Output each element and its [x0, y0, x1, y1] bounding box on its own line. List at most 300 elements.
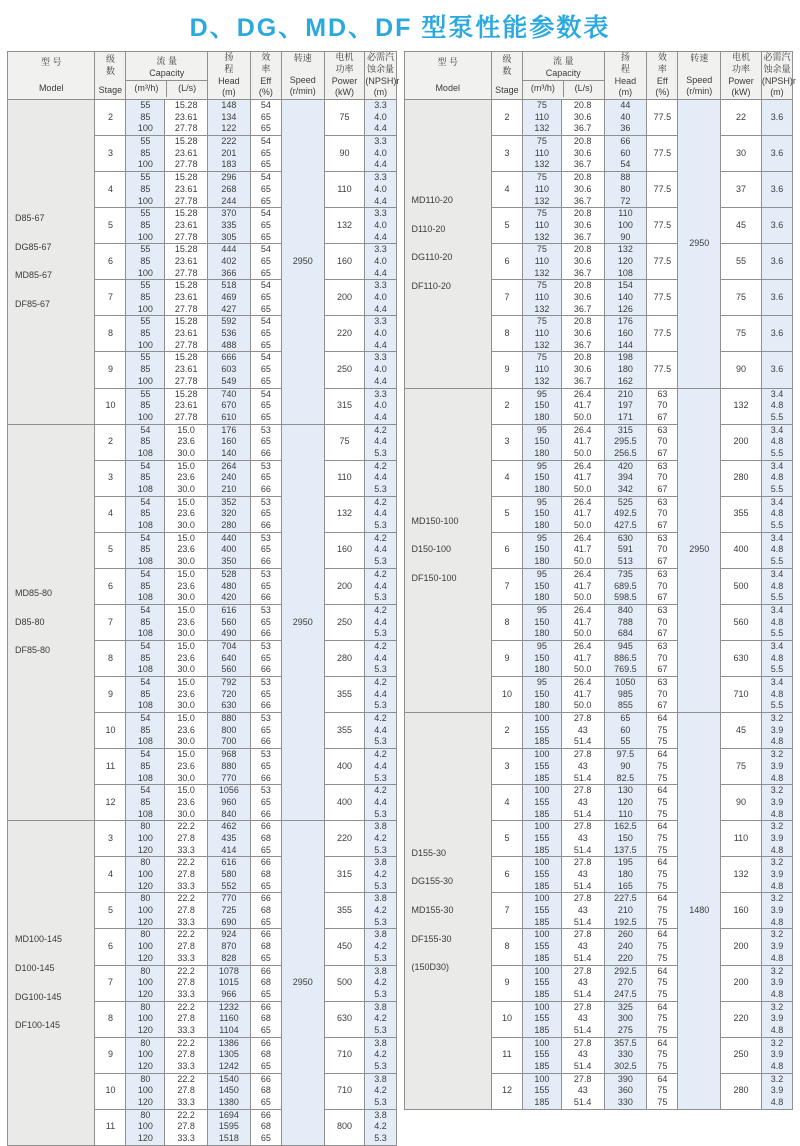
stage-cell: 8 — [95, 640, 126, 676]
stage-cell: 2 — [491, 388, 522, 424]
model-cell — [8, 100, 95, 425]
model-label: D155-30 — [411, 847, 447, 858]
npsh-cell: 3.4 4.8 5.5 — [761, 388, 792, 424]
npsh-cell: 3.8 4.2 5.3 — [365, 1109, 396, 1145]
stage-cell: 6 — [491, 532, 522, 568]
head-cell: 66 60 54 — [604, 136, 647, 172]
capacity-m3h-cell: 95 150 180 — [522, 496, 561, 532]
head-cell: 292.5 270 247.5 — [604, 965, 647, 1001]
capacity-m3h-cell: 54 85 108 — [126, 749, 165, 785]
header-capacity-units: (m³/h) (L/s) — [126, 81, 207, 97]
npsh-cell: 3.2 3.9 4.8 — [761, 821, 792, 857]
npsh-cell: 4.2 4.4 5.3 — [365, 424, 396, 460]
head-cell: 110 100 90 — [604, 208, 647, 244]
power-cell: 160 — [721, 893, 762, 929]
npsh-cell: 3.2 3.9 4.8 — [761, 785, 792, 821]
stage-cell: 10 — [491, 1001, 522, 1037]
model-label: DG85-67 — [15, 241, 52, 252]
power-cell: 355 — [324, 893, 365, 929]
table-row — [404, 713, 793, 749]
capacity-ls-cell: 26.4 41.7 50.0 — [561, 460, 604, 496]
power-cell: 75 — [324, 100, 365, 136]
head-cell: 1050 985 855 — [604, 677, 647, 713]
stage-cell: 6 — [491, 857, 522, 893]
npsh-cell: 3.6 — [761, 172, 792, 208]
npsh-cell: 4.2 4.4 5.3 — [365, 749, 396, 785]
npsh-cell: 4.2 4.4 5.3 — [365, 532, 396, 568]
capacity-m3h-cell: 100 155 185 — [522, 1037, 561, 1073]
eff-cell: 66 68 65 — [250, 1001, 281, 1037]
capacity-m3h-cell: 80 100 120 — [126, 893, 165, 929]
eff-cell: 66 68 65 — [250, 1037, 281, 1073]
power-cell: 560 — [721, 604, 762, 640]
stage-cell: 10 — [95, 1073, 126, 1109]
head-cell: 518 469 427 — [208, 280, 251, 316]
npsh-cell: 3.2 3.9 4.8 — [761, 749, 792, 785]
capacity-m3h-cell: 75 110 132 — [522, 316, 561, 352]
head-cell: 97.5 90 82.5 — [604, 749, 647, 785]
eff-cell: 54 65 65 — [250, 388, 281, 424]
eff-cell: 77.5 — [647, 172, 678, 208]
eff-cell: 63 70 67 — [647, 424, 678, 460]
table-row — [8, 100, 397, 136]
capacity-m3h-cell: 54 85 108 — [126, 532, 165, 568]
eff-cell: 64 75 75 — [647, 749, 678, 785]
power-cell: 450 — [324, 929, 365, 965]
npsh-cell: 3.4 4.8 5.5 — [761, 640, 792, 676]
head-cell: 770 725 690 — [208, 893, 251, 929]
power-cell: 630 — [721, 640, 762, 676]
eff-cell: 63 70 67 — [647, 604, 678, 640]
capacity-m3h-cell: 55 85 100 — [126, 316, 165, 352]
capacity-ls-cell: 26.4 41.7 50.0 — [561, 604, 604, 640]
eff-cell: 53 65 66 — [250, 677, 281, 713]
capacity-m3h-cell: 55 85 100 — [126, 100, 165, 136]
head-cell: 924 870 828 — [208, 929, 251, 965]
capacity-m3h-cell: 55 85 100 — [126, 388, 165, 424]
power-cell: 500 — [721, 568, 762, 604]
model-list — [8, 821, 94, 1145]
stage-cell: 4 — [95, 172, 126, 208]
head-cell: 357.5 330 302.5 — [604, 1037, 647, 1073]
power-cell: 800 — [324, 1109, 365, 1145]
eff-cell: 54 65 65 — [250, 244, 281, 280]
npsh-cell: 3.6 — [761, 352, 792, 388]
head-cell: 370 335 305 — [208, 208, 251, 244]
power-cell: 160 — [324, 244, 365, 280]
capacity-m3h-cell: 54 85 108 — [126, 785, 165, 821]
stage-cell: 11 — [95, 1109, 126, 1145]
capacity-m3h-cell: 100 155 185 — [522, 1073, 561, 1109]
stage-cell: 7 — [491, 893, 522, 929]
capacity-ls-cell: 15.28 23.61 27.78 — [165, 280, 208, 316]
npsh-cell: 4.2 4.4 5.3 — [365, 640, 396, 676]
eff-cell: 77.5 — [647, 136, 678, 172]
capacity-m3h-cell: 54 85 108 — [126, 568, 165, 604]
capacity-m3h-cell: 80 100 120 — [126, 1001, 165, 1037]
power-cell: 355 — [324, 713, 365, 749]
eff-cell: 54 65 65 — [250, 316, 281, 352]
head-cell: 945 886.5 769.5 — [604, 640, 647, 676]
power-cell: 160 — [324, 532, 365, 568]
capacity-m3h-cell: 54 85 108 — [126, 604, 165, 640]
head-cell: 420 394 342 — [604, 460, 647, 496]
model-label: DG100-145 — [15, 991, 62, 1002]
eff-cell: 64 75 75 — [647, 785, 678, 821]
npsh-cell: 4.2 4.4 5.3 — [365, 496, 396, 532]
model-label: MD85-80 — [15, 587, 53, 598]
npsh-cell: 4.2 4.4 5.3 — [365, 604, 396, 640]
capacity-ls-cell: 22.2 27.8 33.3 — [165, 893, 208, 929]
capacity-m3h-cell: 95 150 180 — [522, 460, 561, 496]
head-cell: 65 60 55 — [604, 713, 647, 749]
capacity-m3h-cell: 100 155 185 — [522, 893, 561, 929]
model-label: D85-67 — [15, 212, 45, 223]
model-label: MD85-67 — [15, 270, 53, 281]
header-power: 电机 功率 Power (kW) — [721, 52, 762, 100]
head-cell: 44 40 36 — [604, 100, 647, 136]
npsh-cell: 3.4 4.8 5.5 — [761, 460, 792, 496]
head-cell: 176 160 140 — [208, 424, 251, 460]
npsh-cell: 3.3 4.0 4.4 — [365, 316, 396, 352]
capacity-ls-cell: 15.0 23.6 30.0 — [165, 460, 208, 496]
stage-cell: 2 — [491, 713, 522, 749]
capacity-ls-cell: 20.8 30.6 36.7 — [561, 352, 604, 388]
capacity-ls-cell: 15.0 23.6 30.0 — [165, 604, 208, 640]
capacity-m3h-cell: 55 85 100 — [126, 172, 165, 208]
stage-cell: 6 — [95, 244, 126, 280]
eff-cell: 66 68 65 — [250, 929, 281, 965]
power-cell: 710 — [721, 677, 762, 713]
header-speed: 转速 Speed (r/min) — [281, 52, 324, 100]
head-cell: 444 402 366 — [208, 244, 251, 280]
capacity-m3h-cell: 95 150 180 — [522, 424, 561, 460]
capacity-ls-cell: 27.8 43 51.4 — [561, 1001, 604, 1037]
npsh-cell: 3.3 4.0 4.4 — [365, 244, 396, 280]
capacity-ls-cell: 22.2 27.8 33.3 — [165, 821, 208, 857]
capacity-ls-cell: 27.8 43 51.4 — [561, 965, 604, 1001]
power-cell: 132 — [324, 496, 365, 532]
head-cell: 88 80 72 — [604, 172, 647, 208]
model-label: DF85-80 — [15, 645, 51, 656]
capacity-m3h-cell: 100 155 185 — [522, 713, 561, 749]
power-cell: 400 — [324, 785, 365, 821]
capacity-ls-cell: 26.4 41.7 50.0 — [561, 677, 604, 713]
capacity-m3h-cell: 95 150 180 — [522, 604, 561, 640]
head-cell: 525 492.5 427.5 — [604, 496, 647, 532]
power-cell: 200 — [721, 965, 762, 1001]
eff-cell: 64 75 75 — [647, 1073, 678, 1109]
model-list — [405, 713, 491, 1109]
stage-cell: 3 — [95, 821, 126, 857]
model-list — [405, 389, 491, 713]
head-cell: 1056 960 840 — [208, 785, 251, 821]
eff-cell: 66 68 65 — [250, 857, 281, 893]
npsh-cell: 3.4 4.8 5.5 — [761, 496, 792, 532]
power-cell: 22 — [721, 100, 762, 136]
npsh-cell: 3.8 4.2 5.3 — [365, 929, 396, 965]
eff-cell: 63 70 67 — [647, 640, 678, 676]
capacity-m3h-cell: 75 110 132 — [522, 352, 561, 388]
stage-cell: 9 — [95, 352, 126, 388]
head-cell: 132 120 108 — [604, 244, 647, 280]
head-cell: 198 180 162 — [604, 352, 647, 388]
capacity-m3h-cell: 55 85 100 — [126, 208, 165, 244]
npsh-cell: 3.6 — [761, 100, 792, 136]
header-eff: 效 率 Eff (%) — [250, 52, 281, 100]
npsh-cell: 3.6 — [761, 280, 792, 316]
capacity-ls-cell: 15.0 23.6 30.0 — [165, 496, 208, 532]
eff-cell: 63 70 67 — [647, 460, 678, 496]
capacity-m3h-cell: 95 150 180 — [522, 640, 561, 676]
capacity-m3h-cell: 80 100 120 — [126, 1109, 165, 1145]
stage-cell: 8 — [491, 929, 522, 965]
head-cell: 968 880 770 — [208, 749, 251, 785]
stage-cell: 5 — [95, 532, 126, 568]
model-cell — [404, 713, 491, 1110]
capacity-ls-cell: 22.2 27.8 33.3 — [165, 1001, 208, 1037]
speed-cell: 1480 — [678, 713, 721, 1110]
power-cell: 110 — [721, 821, 762, 857]
capacity-ls-cell: 26.4 41.7 50.0 — [561, 568, 604, 604]
table-row — [404, 388, 793, 424]
power-cell: 355 — [721, 496, 762, 532]
power-cell: 75 — [324, 424, 365, 460]
power-cell: 355 — [324, 677, 365, 713]
eff-cell: 63 70 67 — [647, 568, 678, 604]
npsh-cell: 3.2 3.9 4.8 — [761, 713, 792, 749]
head-cell: 666 603 549 — [208, 352, 251, 388]
eff-cell: 64 75 75 — [647, 965, 678, 1001]
head-cell: 704 640 560 — [208, 640, 251, 676]
stage-cell: 2 — [95, 100, 126, 136]
head-cell: 264 240 210 — [208, 460, 251, 496]
stage-cell: 3 — [491, 424, 522, 460]
eff-cell: 77.5 — [647, 208, 678, 244]
eff-cell: 66 68 65 — [250, 821, 281, 857]
eff-cell: 77.5 — [647, 280, 678, 316]
capacity-ls-cell: 22.2 27.8 33.3 — [165, 1109, 208, 1145]
eff-cell: 54 65 65 — [250, 208, 281, 244]
header-model: 型 号 Model — [8, 52, 95, 100]
eff-cell: 77.5 — [647, 244, 678, 280]
npsh-cell: 3.2 3.9 4.8 — [761, 1037, 792, 1073]
capacity-m3h-cell: 75 110 132 — [522, 100, 561, 136]
power-cell: 710 — [324, 1037, 365, 1073]
stage-cell: 2 — [95, 424, 126, 460]
npsh-cell: 4.2 4.4 5.3 — [365, 568, 396, 604]
head-cell: 440 400 350 — [208, 532, 251, 568]
head-cell: 154 140 126 — [604, 280, 647, 316]
stage-cell: 5 — [491, 496, 522, 532]
capacity-m3h-cell: 100 155 185 — [522, 1001, 561, 1037]
header-capacity-units: (m³/h) (L/s) — [523, 81, 604, 97]
model-list — [8, 100, 94, 424]
model-cell — [8, 424, 95, 821]
pump-table-right — [404, 51, 794, 1110]
head-cell: 325 300 275 — [604, 1001, 647, 1037]
npsh-cell: 3.3 4.0 4.4 — [365, 280, 396, 316]
capacity-m3h-cell: 54 85 108 — [126, 677, 165, 713]
eff-cell: 54 65 65 — [250, 172, 281, 208]
capacity-ls-cell: 20.8 30.6 36.7 — [561, 136, 604, 172]
power-cell: 90 — [721, 785, 762, 821]
model-label: MD110-20 — [411, 194, 453, 205]
header-head: 扬 程 Head (m) — [208, 52, 251, 100]
model-label: DF155-30 — [411, 933, 452, 944]
head-cell: 616 560 490 — [208, 604, 251, 640]
stage-cell: 5 — [95, 208, 126, 244]
npsh-cell: 3.3 4.0 4.4 — [365, 388, 396, 424]
power-cell: 250 — [721, 1037, 762, 1073]
capacity-m3h-cell: 75 110 132 — [522, 244, 561, 280]
stage-cell: 7 — [95, 965, 126, 1001]
header-eff: 效 率 Eff (%) — [647, 52, 678, 100]
eff-cell: 64 75 75 — [647, 1001, 678, 1037]
head-cell: 735 689.5 598.5 — [604, 568, 647, 604]
stage-cell: 4 — [95, 857, 126, 893]
npsh-cell: 3.6 — [761, 136, 792, 172]
npsh-cell: 3.6 — [761, 244, 792, 280]
power-cell: 90 — [721, 352, 762, 388]
eff-cell: 63 70 67 — [647, 677, 678, 713]
model-label: D110-20 — [411, 223, 446, 234]
capacity-ls-cell: 20.8 30.6 36.7 — [561, 172, 604, 208]
stage-cell: 4 — [491, 172, 522, 208]
power-cell: 37 — [721, 172, 762, 208]
npsh-cell: 3.2 3.9 4.8 — [761, 857, 792, 893]
head-cell: 222 201 183 — [208, 136, 251, 172]
stage-cell: 11 — [95, 749, 126, 785]
capacity-ls-cell: 27.8 43 51.4 — [561, 749, 604, 785]
head-cell: 1232 1160 1104 — [208, 1001, 251, 1037]
eff-cell: 64 75 75 — [647, 893, 678, 929]
stage-cell: 3 — [491, 749, 522, 785]
capacity-ls-cell: 26.4 41.7 50.0 — [561, 388, 604, 424]
eff-cell: 66 68 65 — [250, 1073, 281, 1109]
capacity-ls-cell: 20.8 30.6 36.7 — [561, 208, 604, 244]
model-label: DF110-20 — [411, 280, 451, 291]
power-cell: 75 — [721, 316, 762, 352]
capacity-m3h-cell: 55 85 100 — [126, 280, 165, 316]
header-capacity — [126, 52, 208, 100]
power-cell: 200 — [721, 929, 762, 965]
head-cell: 630 591 513 — [604, 532, 647, 568]
power-cell: 280 — [324, 640, 365, 676]
eff-cell: 53 65 66 — [250, 785, 281, 821]
npsh-cell: 3.6 — [761, 208, 792, 244]
stage-cell: 3 — [95, 136, 126, 172]
npsh-cell: 3.8 4.2 5.3 — [365, 965, 396, 1001]
stage-cell: 9 — [95, 677, 126, 713]
npsh-cell: 3.4 4.8 5.5 — [761, 604, 792, 640]
eff-cell: 66 68 65 — [250, 893, 281, 929]
power-cell: 250 — [324, 604, 365, 640]
eff-cell: 54 65 65 — [250, 100, 281, 136]
power-cell: 250 — [324, 352, 365, 388]
head-cell: 148 134 122 — [208, 100, 251, 136]
eff-cell: 64 75 75 — [647, 1037, 678, 1073]
stage-cell: 5 — [491, 208, 522, 244]
header-stage: 级 数 Stage — [491, 52, 522, 100]
eff-cell: 54 65 65 — [250, 280, 281, 316]
capacity-m3h-cell: 54 85 108 — [126, 424, 165, 460]
model-label: D85-80 — [15, 616, 45, 627]
eff-cell: 63 70 67 — [647, 532, 678, 568]
head-cell: 840 788 684 — [604, 604, 647, 640]
speed-cell: 2950 — [678, 100, 721, 389]
power-cell: 75 — [721, 280, 762, 316]
capacity-ls-cell: 20.8 30.6 36.7 — [561, 316, 604, 352]
npsh-cell: 3.8 4.2 5.3 — [365, 821, 396, 857]
head-cell: 462 435 414 — [208, 821, 251, 857]
capacity-m3h-cell: 100 155 185 — [522, 857, 561, 893]
npsh-cell: 3.3 4.0 4.4 — [365, 352, 396, 388]
npsh-cell: 3.4 4.8 5.5 — [761, 424, 792, 460]
eff-cell: 53 65 66 — [250, 640, 281, 676]
capacity-ls-cell: 15.28 23.61 27.78 — [165, 352, 208, 388]
capacity-ls-cell: 15.28 23.61 27.78 — [165, 244, 208, 280]
npsh-cell: 3.8 4.2 5.3 — [365, 1073, 396, 1109]
capacity-m3h-cell: 80 100 120 — [126, 857, 165, 893]
head-cell: 176 160 144 — [604, 316, 647, 352]
model-label: MD100-145 — [15, 934, 63, 945]
capacity-m3h-cell: 95 150 180 — [522, 568, 561, 604]
npsh-cell: 3.4 4.8 5.5 — [761, 532, 792, 568]
npsh-cell: 3.3 4.0 4.4 — [365, 100, 396, 136]
stage-cell: 9 — [491, 352, 522, 388]
capacity-ls-cell: 15.0 23.6 30.0 — [165, 785, 208, 821]
stage-cell: 8 — [95, 316, 126, 352]
model-label: D150-100 — [411, 544, 452, 555]
eff-cell: 53 65 66 — [250, 424, 281, 460]
model-cell — [8, 821, 95, 1146]
power-cell: 75 — [721, 749, 762, 785]
tables-container — [5, 51, 796, 1144]
power-cell: 280 — [721, 460, 762, 496]
eff-cell: 63 70 67 — [647, 388, 678, 424]
power-cell: 630 — [324, 1001, 365, 1037]
capacity-ls-cell: 26.4 41.7 50.0 — [561, 532, 604, 568]
eff-cell: 64 75 75 — [647, 821, 678, 857]
capacity-ls-cell: 27.8 43 51.4 — [561, 713, 604, 749]
table-row — [404, 100, 793, 136]
power-cell: 200 — [721, 424, 762, 460]
page-title: D、DG、MD、DF 型泵性能参数表 — [189, 14, 611, 42]
stage-cell: 7 — [95, 280, 126, 316]
capacity-m3h-cell: 55 85 100 — [126, 244, 165, 280]
power-cell: 55 — [721, 244, 762, 280]
capacity-ls-cell: 15.0 23.6 30.0 — [165, 713, 208, 749]
power-cell: 220 — [721, 1001, 762, 1037]
eff-cell: 66 68 65 — [250, 965, 281, 1001]
head-cell: 592 536 488 — [208, 316, 251, 352]
npsh-cell: 3.4 4.8 5.5 — [761, 568, 792, 604]
capacity-m3h-cell: 54 85 108 — [126, 713, 165, 749]
capacity-m3h-cell: 55 85 100 — [126, 352, 165, 388]
capacity-m3h-cell: 100 155 185 — [522, 965, 561, 1001]
capacity-m3h-cell: 100 155 185 — [522, 749, 561, 785]
power-cell: 45 — [721, 208, 762, 244]
power-cell: 315 — [324, 857, 365, 893]
capacity-ls-cell: 15.0 23.6 30.0 — [165, 749, 208, 785]
head-cell: 528 480 420 — [208, 568, 251, 604]
npsh-cell: 3.8 4.2 5.3 — [365, 893, 396, 929]
stage-cell: 8 — [95, 1001, 126, 1037]
npsh-cell: 3.8 4.2 5.3 — [365, 857, 396, 893]
header-npsh: 必需汽 蚀余量 (NPSH)r (m) — [761, 52, 792, 100]
eff-cell: 53 65 66 — [250, 604, 281, 640]
